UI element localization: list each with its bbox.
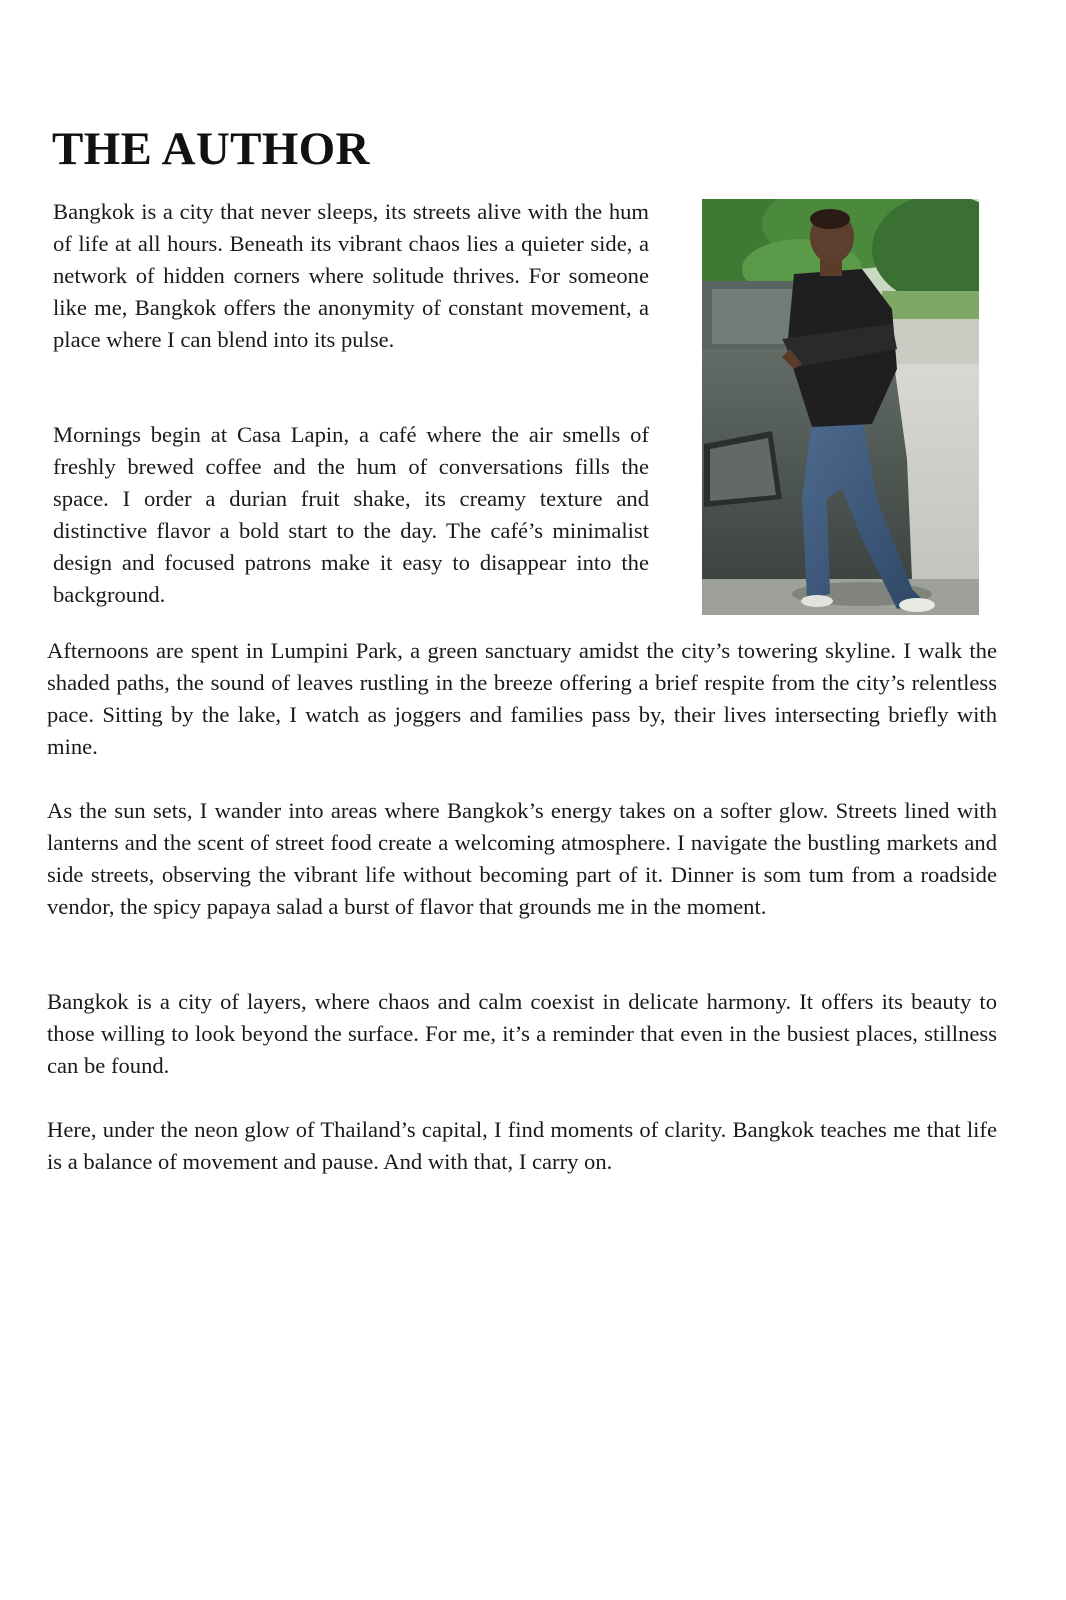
body-paragraph-5: Bangkok is a city of layers, where chaos and calm coexist in delicate harmony. It offers its beauty to those willing to look beyond the surface. For me, it’s a reminder that even in the busiest places, stillness can be found. [47, 989, 997, 1078]
body-paragraph-6: Here, under the neon glow of Thailand’s capital, I find moments of clarity. Bangkok teaches me that life is a balance of movement and pause. And with that, I carry on. [47, 1117, 997, 1174]
author-photo [702, 199, 979, 615]
body-paragraph-1: Bangkok is a city that never sleeps, its streets alive with the hum of life at all hours. Beneath its vibrant chaos lies a quieter side, a network of hidden corners where solitude thrives. For someone like me, Bangkok offers the anonymity of constant movement, a place where I can blend into its pulse. [53, 199, 649, 352]
page-title: THE AUTHOR [52, 123, 370, 175]
body-paragraph-3: Afternoons are spent in Lumpini Park, a green sanctuary amidst the city’s towering skyline. I walk the shaded paths, the sound of leaves rustling in the breeze offering a brief respite from the city’s relentless pace. Sitting by the lake, I watch as joggers and families pass by, their lives intersecting briefly with mine. [47, 638, 997, 759]
body-paragraph-2: Mornings begin at Casa Lapin, a café where the air smells of freshly brewed coffee and the hum of conversations fills the space. I order a durian fruit shake, its creamy texture and distinctive flavor a bold start to the day. The café’s minimalist design and focused patrons make it easy to disappear into the background. [53, 422, 649, 607]
body-paragraph-4: As the sun sets, I wander into areas where Bangkok’s energy takes on a softer glow. Streets lined with lanterns and the scent of street food create a welcoming atmosphere. I navigate the bustling markets and side streets, observing the vibrant life without becoming part of it. Dinner is som tum from a roadside vendor, the spicy papaya salad a burst of flavor that grounds me in the moment. [47, 798, 997, 919]
